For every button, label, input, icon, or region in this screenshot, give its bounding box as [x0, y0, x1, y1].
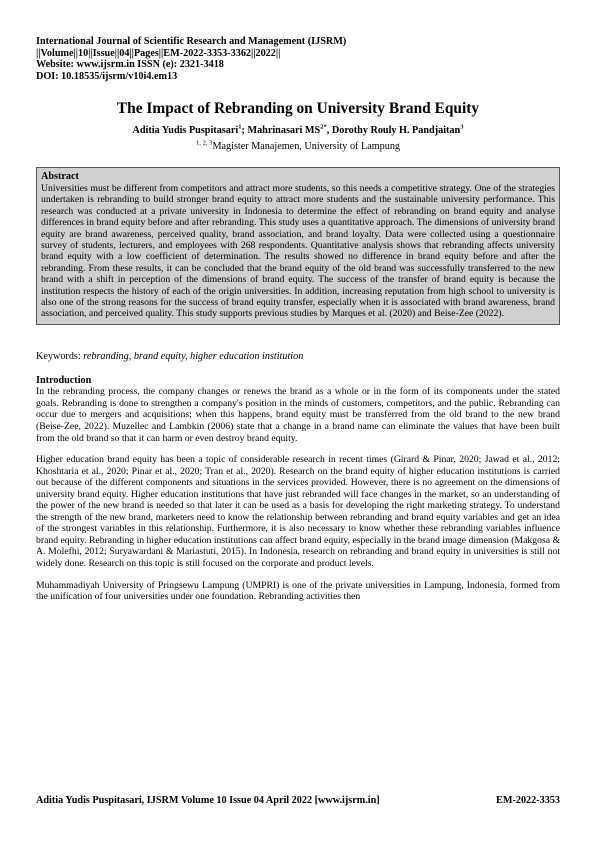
keywords-label: Keywords:: [36, 350, 84, 362]
introduction-heading: Introduction: [36, 374, 92, 386]
author-3-name: Dorothy Rouly H. Pandjaitan: [331, 125, 461, 137]
introduction-paragraph-1: In the rebranding process, the company changes or renews the brand as a whole or in the form of its components under the stated goals. Rebranding is done to strengthen a company's position in the minds of customers, competitors, and the public. Rebranding can occur due to mergers and acquisitions; when this happens, brand equity must be transferred from the old brand to the new brand (Beise-Zee, 2022). Muzellec and Lambkin (2006) state that a change in a brand name can eliminate the values that have been built from the old brand so that it can harm or even destroy brand equity.: [36, 386, 560, 444]
keywords-values: rebranding, brand equity, higher education institution: [83, 350, 304, 362]
footer-page-id: EM-2022-3353: [496, 795, 560, 806]
abstract-heading: Abstract: [41, 171, 79, 183]
paper-page: [36, 36, 560, 603]
abstract-box: [36, 167, 560, 324]
journal-name: International Journal of Scientific Research and Management (IJSRM): [36, 36, 347, 47]
journal-volume-info: ||Volume||10||Issue||04||Pages||EM-2022-3353-3362||2022||: [36, 47, 281, 59]
author-2-sup: 2*: [320, 123, 327, 131]
introduction-paragraph-2: Higher education brand equity has been a topic of considerable research in recent times (Girard & Pinar, 2020; Jawad et al., 2012; Khoshtaria et al., 2020; Pinar et al., 2020; Tran et al., 2020). Research on the brand equity of higher education institutions is carried out because of the different components and situations in the services provided. However, there is no agreement on the dimensions of university brand equity. Higher education institutions that have just rebranded will face changes in the market, so an understanding of the power of the new brand is needed so that later it can be used as a basis for developing the right marketing strategy. To understand the strength of the new brand, marketers need to know the relationship between rebranding and brand equity variables and get an idea of the strongest variables in this relationship. Furthermore, it is also necessary to know whether these rebranding variables influence brand equity. Rebranding in higher education institutions can affect brand equity, especially in the brand image dimension (Makgosa & A. Molefhi, 2012; Suryawardani & Mariastuti, 2015). In Indonesia, research on rebranding and brand equity in universities is still not widely done. Research on this topic is still focused on the corporate and product levels.: [36, 454, 560, 569]
footer-citation: Aditia Yudis Puspitasari, IJSRM Volume 10 Issue 04 April 2022 [www.ijsrm.in]: [36, 795, 380, 806]
journal-website-issn: Website: www.ijsrm.in ISSN (e): 2321-3418: [36, 59, 224, 71]
abstract-text: Universities must be different from competitors and attract more students, so this needs a competitive strategy. One of the strategies undertaken is rebranding to build stronger brand equity to attract more students and the sustainable university performance. This research was conducted at a private university in Indonesia to determine the effect of rebranding on brand equity and analyse differences in brand equity before and after rebranding. This study uses a quantitative approach. The dimensions of university brand equity are brand awareness, perceived quality, brand association, and brand loyalty. Data were collected using a questionnaire survey of students, lecturers, and employees with 268 respondents. Quantitative analysis shows that rebranding affects university brand equity with a low coefficient of determination. The results showed no difference in brand equity before and after the rebranding. From these results, it can be concluded that the brand equity of the old brand was successfully transferred to the new brand with a shift in perception of the dimensions of brand equity. The success of the transfer of brand equity is because the institution respects the history of each of the origin universities. In addition, increasing reputation from high school to university is also one of the strong reasons for the success of brand equity transfer, especially when it is associated with brand awareness, brand association, and perceived quality. This study supports previous studies by Marques et al. (2020) and Beise-Zee (2022).: [41, 182, 555, 320]
affiliation-sup: 1, 2, 3: [195, 139, 213, 147]
journal-doi: DOI: 10.18535/ijsrm/v10i4.em13: [36, 70, 178, 82]
author-separator: ,: [326, 125, 332, 137]
author-1-sup: 1: [238, 123, 242, 131]
keywords: [36, 351, 560, 363]
page-footer: [36, 795, 560, 806]
paper-title: The Impact of Rebranding on University Brand Equity: [116, 100, 480, 118]
author-2-name: Mahrinasari MS: [247, 125, 321, 137]
author-3-sup: 3: [460, 123, 464, 131]
author-separator: ;: [241, 125, 248, 137]
affiliation-text: Magister Manajemen, University of Lampung: [212, 141, 401, 153]
author-list: [36, 124, 560, 137]
introduction-paragraph-3: Muhammadiyah University of Pringsewu Lampung (UMPRI) is one of the private universities in Lampung, Indonesia, formed from the unification of four universities under one foundation. Rebranding activities then: [36, 579, 560, 603]
author-1-name: Aditia Yudis Puspitasari: [132, 125, 239, 137]
affiliation: [36, 140, 560, 153]
journal-header: [36, 36, 560, 82]
